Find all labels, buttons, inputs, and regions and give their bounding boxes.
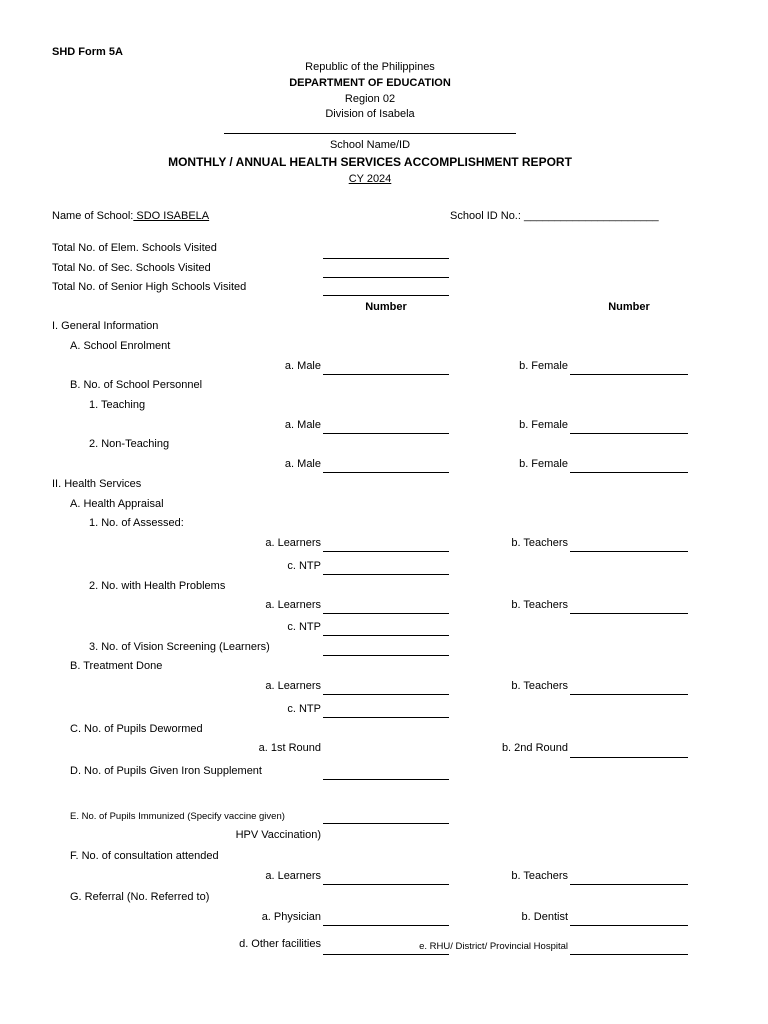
republic-heading: Republic of the Philippines bbox=[305, 61, 435, 73]
treatment-ntp-label: c. NTP bbox=[287, 703, 321, 715]
vision-screening-label: 3. No. of Vision Screening (Learners) bbox=[89, 641, 270, 653]
first-round-label: a. 1st Round bbox=[258, 742, 321, 754]
treatment-teachers-label: b. Teachers bbox=[511, 680, 568, 692]
rhu-hospital-blank[interactable] bbox=[570, 954, 688, 955]
form-code: SHD Form 5A bbox=[52, 46, 123, 58]
other-facilities-label: d. Other facilities bbox=[239, 938, 321, 950]
consultation-teachers-blank[interactable] bbox=[570, 884, 688, 885]
assessed-teachers-label: b. Teachers bbox=[511, 537, 568, 549]
problems-teachers-blank[interactable] bbox=[570, 613, 688, 614]
region-heading: Region 02 bbox=[344, 93, 396, 105]
nonteaching-female-blank[interactable] bbox=[570, 472, 688, 473]
teaching-heading: 1. Teaching bbox=[89, 399, 146, 411]
health-appraisal-heading: A. Health Appraisal bbox=[70, 498, 164, 510]
referral-heading: G. Referral (No. Referred to) bbox=[70, 891, 210, 903]
column-header-left: Number bbox=[365, 301, 407, 313]
assessed-ntp-blank[interactable] bbox=[323, 574, 449, 575]
division-heading: Division of Isabela bbox=[325, 108, 415, 120]
dentist-label: b. Dentist bbox=[521, 911, 568, 923]
teaching-female-blank[interactable] bbox=[570, 433, 688, 434]
physician-blank[interactable] bbox=[323, 925, 449, 926]
iron-supplement-label: D. No. of Pupils Given Iron Supplement bbox=[70, 765, 262, 777]
assessed-learners-blank[interactable] bbox=[323, 551, 449, 552]
section-health-services: II. Health Services bbox=[52, 478, 142, 490]
consultation-learners-label: a. Learners bbox=[265, 870, 321, 882]
non-teaching-heading: 2. Non-Teaching bbox=[89, 438, 170, 450]
treatment-teachers-blank[interactable] bbox=[570, 694, 688, 695]
other-facilities-blank[interactable] bbox=[323, 954, 449, 955]
total-elem-label: Total No. of Elem. Schools Visited bbox=[52, 242, 217, 254]
school-name-value: SDO ISABELA bbox=[133, 210, 210, 222]
teaching-female-label: b. Female bbox=[519, 419, 568, 431]
problems-teachers-label: b. Teachers bbox=[511, 599, 568, 611]
teaching-male-blank[interactable] bbox=[323, 433, 449, 434]
consultation-heading: F. No. of consultation attended bbox=[70, 850, 219, 862]
calendar-year: CY 2024 bbox=[348, 173, 392, 185]
assessed-ntp-label: c. NTP bbox=[287, 560, 321, 572]
school-name-field bbox=[52, 210, 209, 223]
health-problems-heading: 2. No. with Health Problems bbox=[89, 580, 226, 592]
assessed-heading: 1. No. of Assessed: bbox=[89, 517, 184, 529]
school-name-line bbox=[224, 133, 516, 134]
total-shs-blank[interactable] bbox=[323, 295, 449, 296]
section-general-info: I. General Information bbox=[52, 320, 159, 332]
dewormed-heading: C. No. of Pupils Dewormed bbox=[70, 723, 203, 735]
consultation-learners-blank[interactable] bbox=[323, 884, 449, 885]
assessed-teachers-blank[interactable] bbox=[570, 551, 688, 552]
enrolment-male-blank[interactable] bbox=[323, 374, 449, 375]
nonteaching-female-label: b. Female bbox=[519, 458, 568, 470]
dentist-blank[interactable] bbox=[570, 925, 688, 926]
teaching-male-label: a. Male bbox=[284, 419, 321, 431]
enrolment-male-label: a. Male bbox=[284, 360, 321, 372]
report-title: MONTHLY / ANNUAL HEALTH SERVICES ACCOMPLISHMENT REPORT bbox=[168, 155, 572, 169]
consultation-teachers-label: b. Teachers bbox=[511, 870, 568, 882]
second-round-label: b. 2nd Round bbox=[501, 742, 568, 754]
rhu-hospital-label: e. RHU/ District/ Provincial Hospital bbox=[419, 941, 568, 952]
nonteaching-male-blank[interactable] bbox=[323, 472, 449, 473]
enrolment-female-label: b. Female bbox=[519, 360, 568, 372]
treatment-learners-label: a. Learners bbox=[265, 680, 321, 692]
school-name-label: Name of School: bbox=[52, 210, 134, 222]
second-round-blank[interactable] bbox=[570, 757, 688, 758]
school-personnel-heading: B. No. of School Personnel bbox=[70, 379, 203, 391]
immunized-label: E. No. of Pupils Immunized (Specify vaccine given) bbox=[70, 811, 285, 822]
total-shs-label: Total No. of Senior High Schools Visited bbox=[52, 281, 247, 293]
nonteaching-male-label: a. Male bbox=[284, 458, 321, 470]
problems-learners-blank[interactable] bbox=[323, 613, 449, 614]
treatment-learners-blank[interactable] bbox=[323, 694, 449, 695]
immunized-blank[interactable] bbox=[323, 823, 449, 824]
problems-ntp-label: c. NTP bbox=[287, 621, 321, 633]
enrolment-female-blank[interactable] bbox=[570, 374, 688, 375]
problems-learners-label: a. Learners bbox=[265, 599, 321, 611]
school-id-field: School ID No.: ______________________ bbox=[450, 210, 659, 222]
problems-ntp-blank[interactable] bbox=[323, 635, 449, 636]
school-enrolment-heading: A. School Enrolment bbox=[70, 340, 171, 352]
department-heading: DEPARTMENT OF EDUCATION bbox=[289, 77, 451, 89]
treatment-ntp-blank[interactable] bbox=[323, 717, 449, 718]
physician-label: a. Physician bbox=[261, 911, 321, 923]
column-header-right: Number bbox=[608, 301, 650, 313]
iron-supplement-blank[interactable] bbox=[323, 779, 449, 780]
total-sec-blank[interactable] bbox=[323, 277, 449, 278]
total-sec-label: Total No. of Sec. Schools Visited bbox=[52, 262, 211, 274]
vision-screening-blank[interactable] bbox=[323, 655, 449, 656]
hpv-vaccination-label: HPV Vaccination) bbox=[235, 829, 321, 841]
school-name-id-label: School Name/ID bbox=[329, 139, 411, 151]
total-elem-blank[interactable] bbox=[323, 258, 449, 259]
treatment-done-heading: B. Treatment Done bbox=[70, 660, 163, 672]
assessed-learners-label: a. Learners bbox=[265, 537, 321, 549]
